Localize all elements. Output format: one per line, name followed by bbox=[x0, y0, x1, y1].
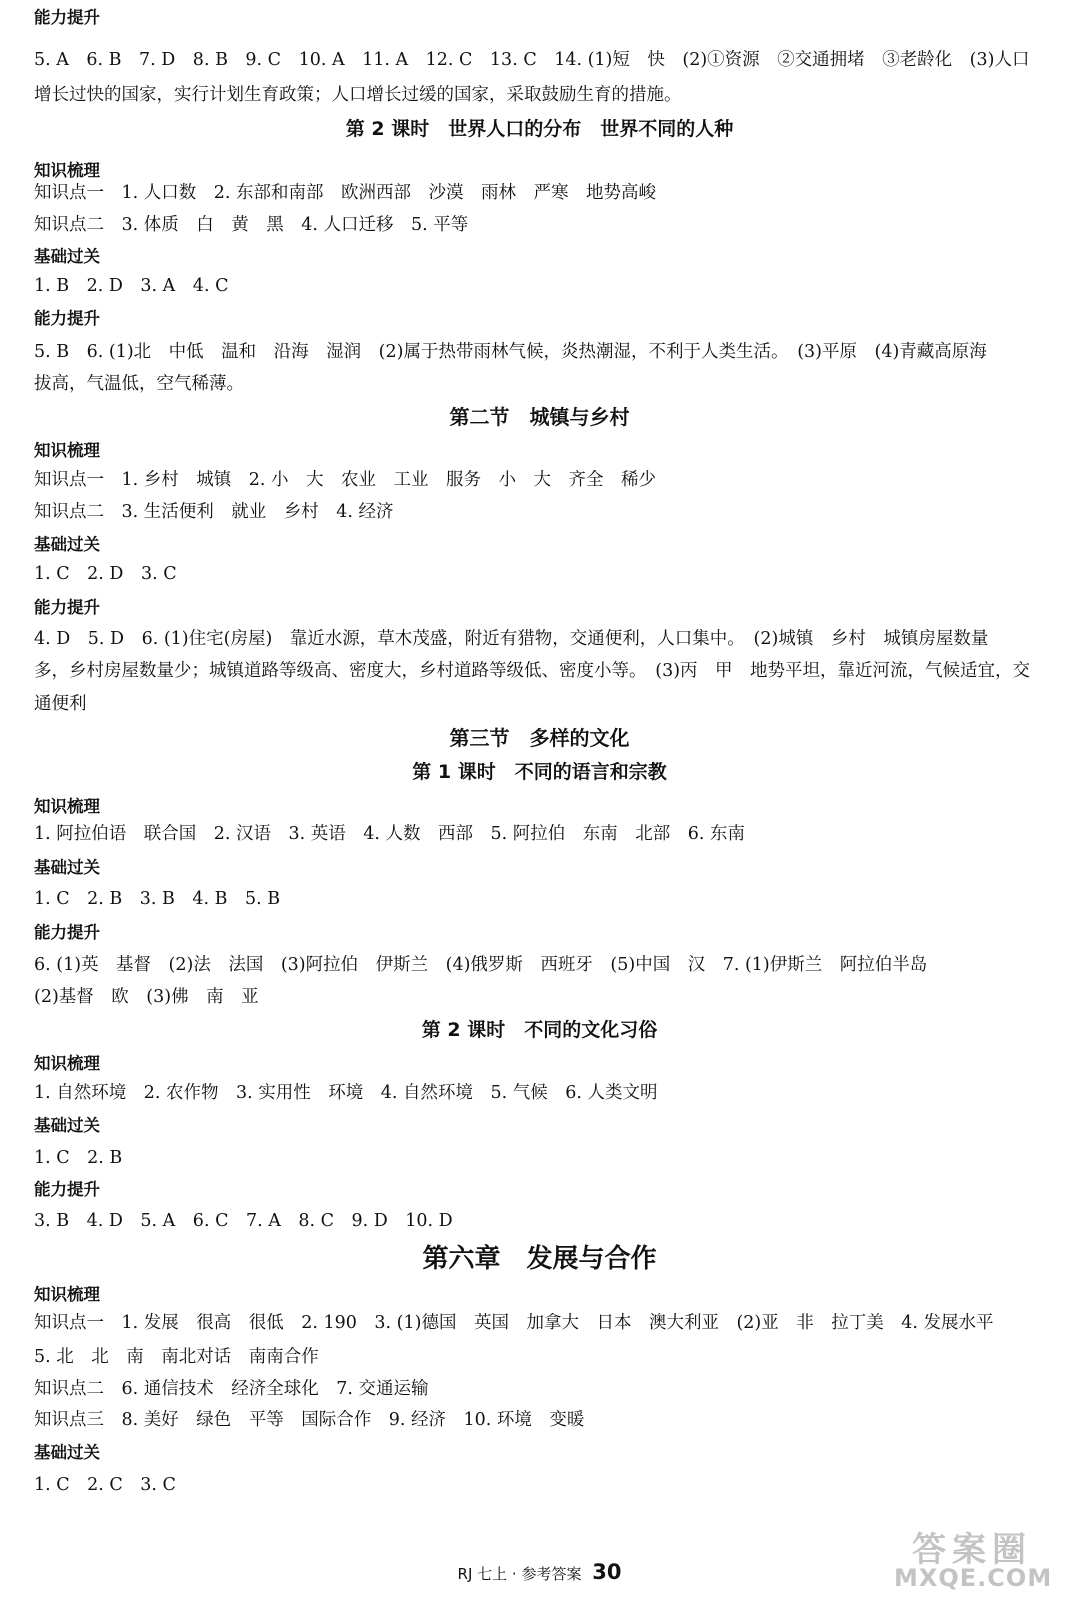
section-label: 基础过关 bbox=[34, 1116, 100, 1135]
answer-line: 1. 阿拉伯语 联合国 2. 汉语 3. 英语 4. 人数 西部 5. 阿拉伯 东南 北部 6. 东南 bbox=[34, 824, 746, 844]
answer-line: 知识点二 6. 通信技术 经济全球化 7. 交通运输 bbox=[34, 1379, 429, 1399]
watermark-url: MXQE.COM bbox=[894, 1564, 1053, 1592]
answer-line: 知识点二 3. 生活便利 就业 乡村 4. 经济 bbox=[34, 502, 394, 522]
answer-line: 5. A 6. B 7. D 8. B 9. C 10. A 11. A 12. C 13. C 14. (1)短 快 (2)①资源 ②交通拥堵 ③老龄化 (3)人口 bbox=[34, 50, 1030, 70]
lesson-title: 第 2 课时 世界人口的分布 世界不同的人种 bbox=[345, 118, 734, 140]
answer-line: 1. C 2. D 3. C bbox=[34, 564, 177, 584]
section-label: 基础过关 bbox=[34, 535, 100, 554]
section-label: 能力提升 bbox=[34, 923, 100, 942]
section-label: 知识梳理 bbox=[34, 441, 100, 460]
watermark-logo bbox=[894, 1522, 1069, 1594]
section-label: 能力提升 bbox=[34, 598, 100, 617]
section-label: 知识梳理 bbox=[34, 1285, 100, 1304]
answer-line: 知识点一 1. 人口数 2. 东部和南部 欧洲西部 沙漠 雨林 严寒 地势高峻 bbox=[34, 183, 657, 203]
answer-line: 通便利 bbox=[34, 694, 87, 714]
section-label: 知识梳理 bbox=[34, 1054, 100, 1073]
section-title: 第三节 多样的文化 bbox=[449, 726, 630, 750]
answer-line: 1. 自然环境 2. 农作物 3. 实用性 环境 4. 自然环境 5. 气候 6. 人类文明 bbox=[34, 1083, 658, 1103]
answer-line: 3. B 4. D 5. A 6. C 7. A 8. C 9. D 10. D bbox=[34, 1211, 453, 1231]
section-label: 基础过关 bbox=[34, 247, 100, 266]
section-label: 知识梳理 bbox=[34, 797, 100, 816]
answer-line: 4. D 5. D 6. (1)住宅(房屋) 靠近水源，草木茂盛，附近有猎物，交通便利，人口集中。 (2)城镇 乡村 城镇房屋数量 bbox=[34, 629, 989, 649]
answer-line: 知识点一 1. 发展 很高 很低 2. 190 3. (1)德国 英国 加拿大 日本 澳大利亚 (2)亚 非 拉丁美 4. 发展水平 bbox=[34, 1313, 994, 1333]
answer-line: 多，乡村房屋数量少；城镇道路等级高、密度大，乡村道路等级低、密度小等。 (3)丙 甲 地势平坦，靠近河流，气候适宜，交 bbox=[34, 661, 1031, 681]
answer-line: 1. C 2. C 3. C bbox=[34, 1475, 176, 1495]
answer-line: 知识点三 8. 美好 绿色 平等 国际合作 9. 经济 10. 环境 变暖 bbox=[34, 1410, 585, 1430]
answer-line: 增长过快的国家，实行计划生育政策；人口增长过缓的国家，采取鼓励生育的措施。 bbox=[34, 85, 682, 105]
section-label: 基础过关 bbox=[34, 1443, 100, 1462]
answer-line: 1. B 2. D 3. A 4. C bbox=[34, 276, 229, 296]
answer-line: 1. C 2. B bbox=[34, 1148, 123, 1168]
chapter-title: 第六章 发展与合作 bbox=[422, 1244, 657, 1274]
page-number: 30 bbox=[592, 1560, 622, 1584]
lesson-title: 第 1 课时 不同的语言和宗教 bbox=[412, 761, 667, 783]
section-label: 能力提升 bbox=[34, 309, 100, 328]
answer-line: 5. 北 北 南 南北对话 南南合作 bbox=[34, 1347, 319, 1367]
answer-line: 拔高，气温低，空气稀薄。 bbox=[34, 374, 244, 394]
section-label: 基础过关 bbox=[34, 858, 100, 877]
answer-line: 知识点一 1. 乡村 城镇 2. 小 大 农业 工业 服务 小 大 齐全 稀少 bbox=[34, 470, 657, 490]
answer-line: 知识点二 3. 体质 白 黄 黑 4. 人口迁移 5. 平等 bbox=[34, 215, 469, 235]
answer-line: (2)基督 欧 (3)佛 南 亚 bbox=[34, 987, 259, 1007]
answer-line: 1. C 2. B 3. B 4. B 5. B bbox=[34, 889, 281, 909]
section-label: 知识梳理 bbox=[34, 161, 100, 180]
answer-line: 5. B 6. (1)北 中低 温和 沿海 湿润 (2)属于热带雨林气候，炎热潮湿，不利于人类生活。 (3)平原 (4)青藏高原海 bbox=[34, 342, 987, 362]
lesson-title: 第 2 课时 不同的文化习俗 bbox=[421, 1019, 658, 1041]
answer-line: 6. (1)英 基督 (2)法 法国 (3)阿拉伯 伊斯兰 (4)俄罗斯 西班牙 (5)中国 汉 7. (1)伊斯兰 阿拉伯半岛 bbox=[34, 955, 928, 975]
watermark-title: 答案圈 bbox=[912, 1530, 1032, 1570]
footer-book-label: RJ 七上 · 参考答案 bbox=[457, 1565, 582, 1583]
section-label: 能力提升 bbox=[34, 1180, 100, 1199]
section-title: 第二节 城镇与乡村 bbox=[449, 405, 630, 429]
section-label: 能力提升 bbox=[34, 8, 100, 27]
